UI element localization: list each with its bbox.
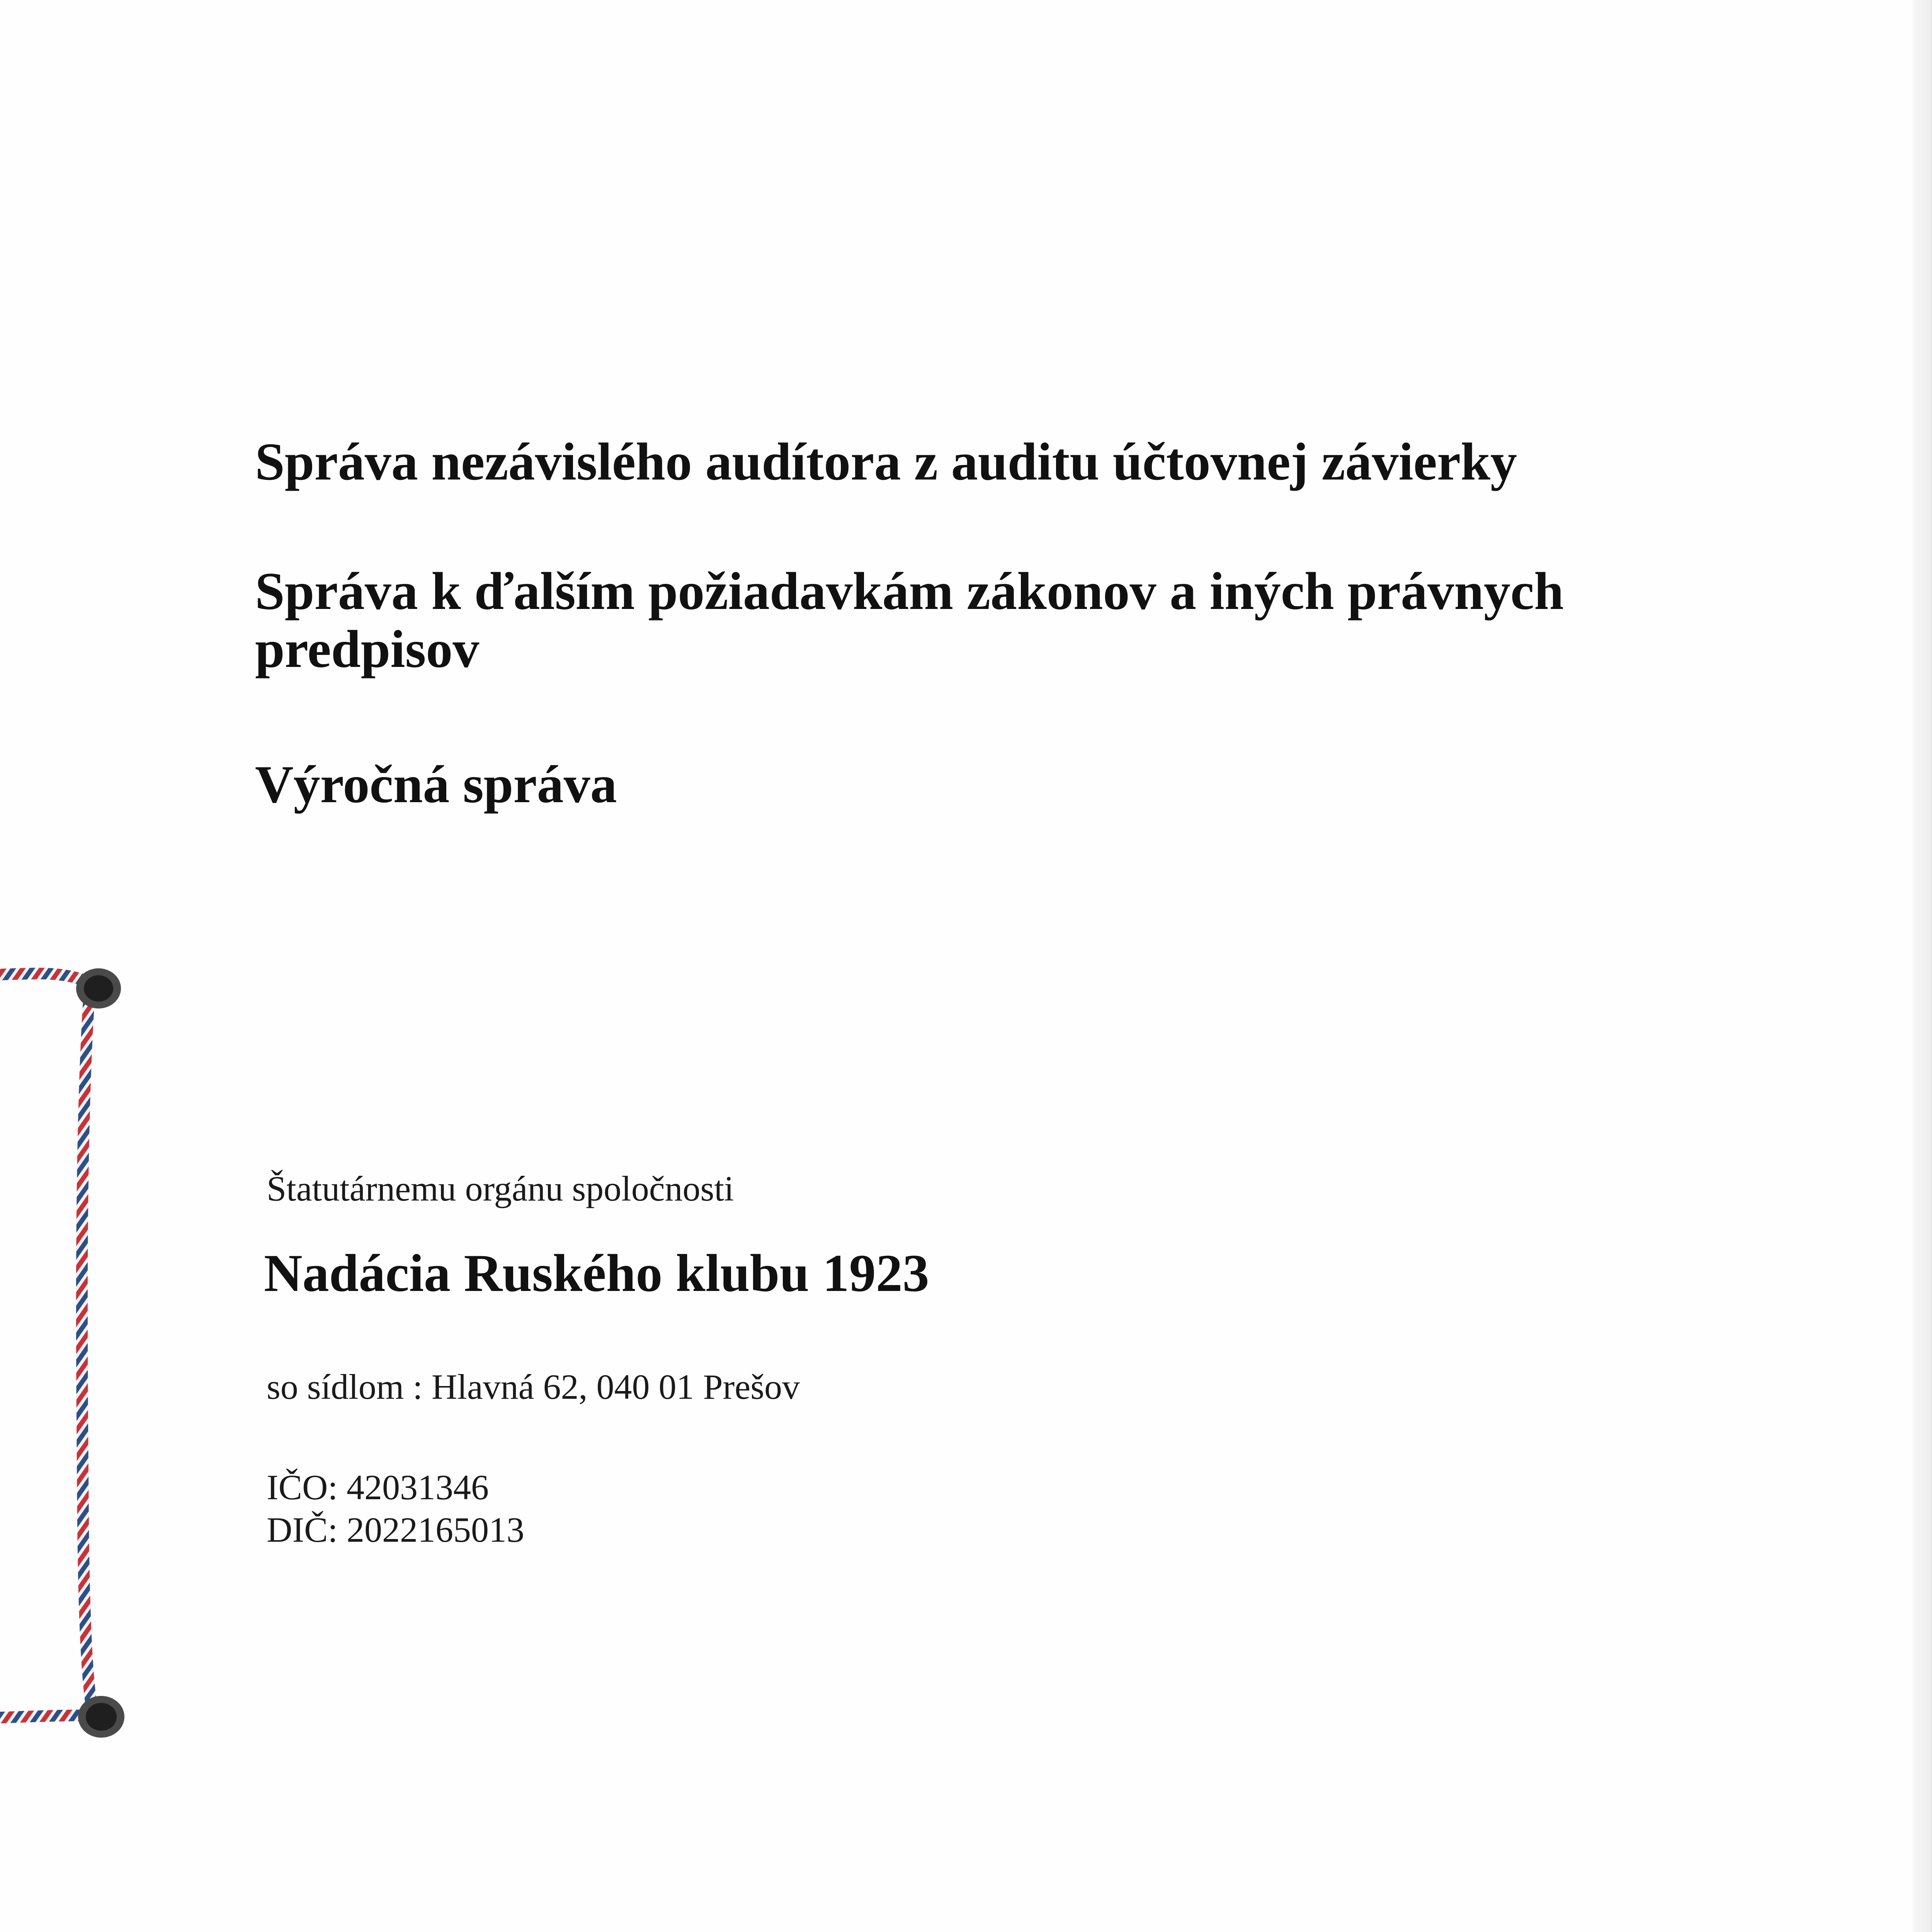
organization-ico: IČO: 42031346 (267, 1468, 489, 1507)
report-title-legal-requirements: Správa k ďalším požiadavkám zákonov a iných právnych (255, 561, 1564, 621)
binding-hole-top (76, 968, 121, 1009)
binding-hole-bottom (78, 1696, 124, 1738)
organization-name: Nadácia Ruského klubu 1923 (264, 1243, 929, 1303)
report-title-annual-report: Výročná správa (255, 755, 617, 814)
recipient-addressee: Štatutárnemu orgánu spoločnosti (267, 1169, 734, 1208)
organization-dic: DIČ: 2022165013 (267, 1510, 524, 1549)
report-title-audit: Správa nezávislého audítora z auditu účtovnej závierky (255, 432, 1517, 491)
organization-seat: so sídlom : Hlavná 62, 040 01 Prešov (267, 1367, 800, 1406)
binding-cord (0, 943, 139, 1758)
page-edge-shadow (1913, 0, 1932, 1932)
report-title-legal-requirements-continued: predpisov (255, 619, 480, 679)
binding-cord-vertical-strand (82, 989, 92, 1710)
